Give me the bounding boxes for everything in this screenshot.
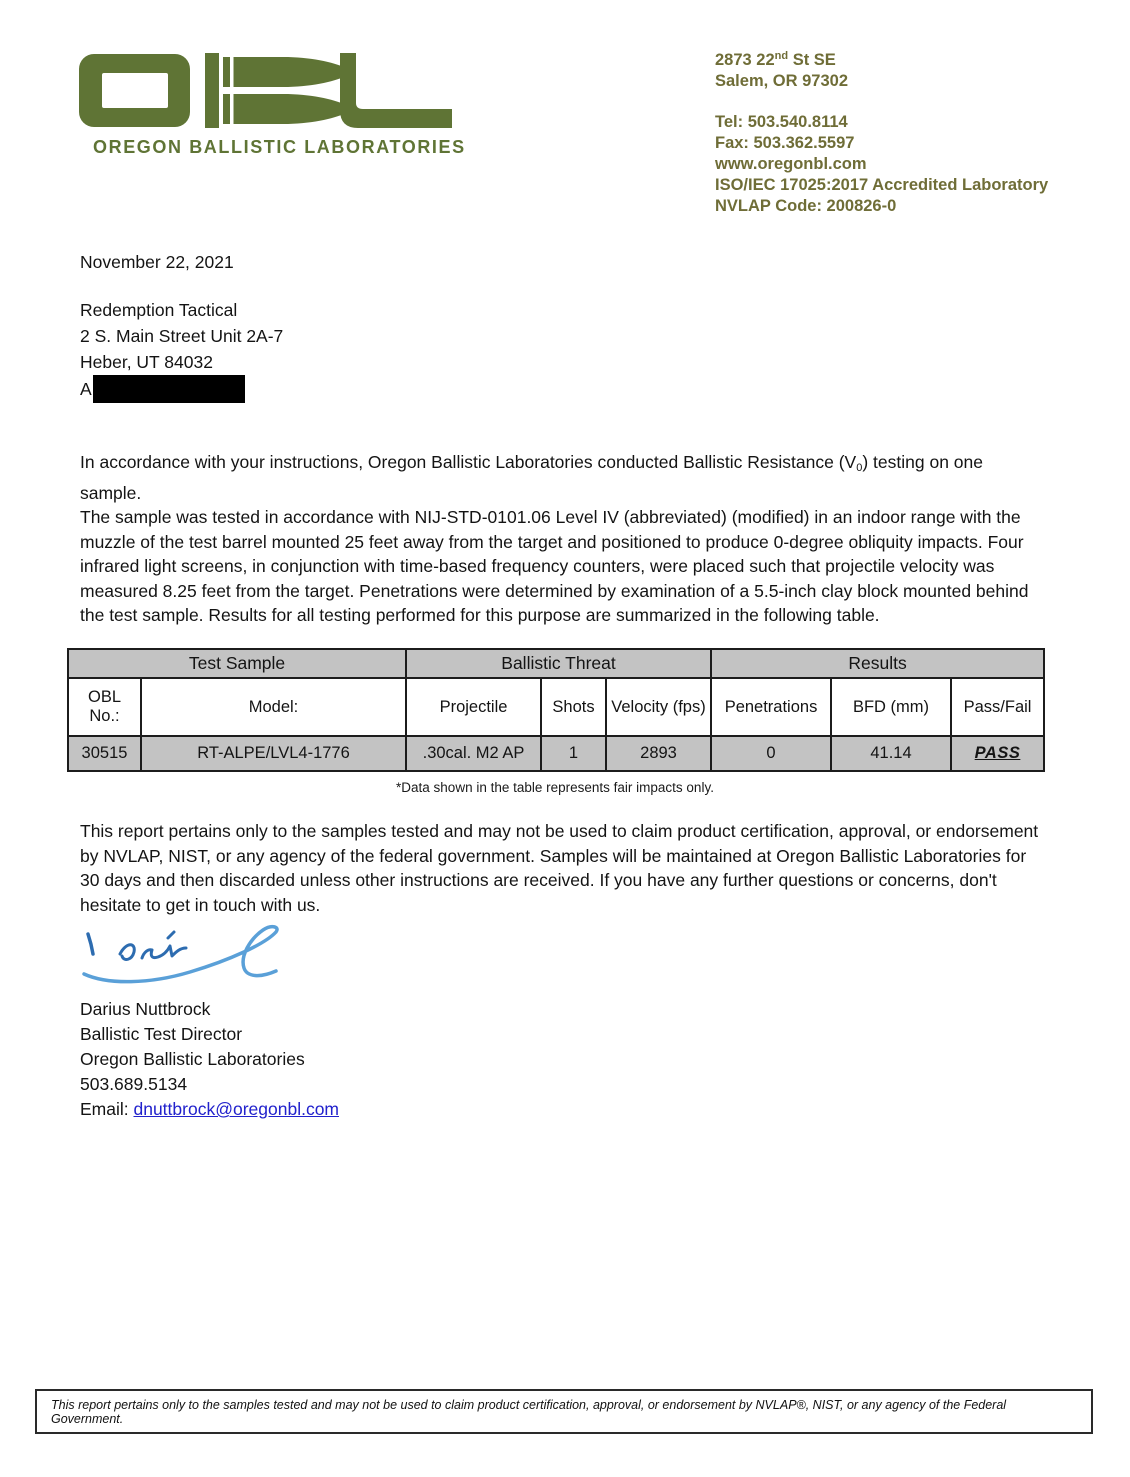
- col-bfd: BFD (mm): [831, 678, 951, 736]
- cell-model: RT-ALPE/LVL4-1776: [141, 736, 406, 771]
- table-footnote: *Data shown in the table represents fair impacts only.: [396, 780, 714, 795]
- recipient-attn-line: [80, 375, 283, 403]
- paragraph-intro: In accordance with your instructions, Oregon Ballistic Laboratories conducted Ballistic Resistance $(V_0)$ testing on one sample.: [80, 452, 983, 503]
- col-shots: Shots: [541, 678, 606, 736]
- lab-contact-block: [715, 46, 1048, 217]
- attn-prefix: A: [80, 379, 92, 399]
- signer-company: Oregon Ballistic Laboratories: [80, 1049, 305, 1069]
- cell-bfd: 41.14: [831, 736, 951, 771]
- col-obl-no: OBL No.:: [68, 678, 141, 736]
- group-header-ballistic-threat: Ballistic Threat: [406, 649, 711, 678]
- col-model: Model:: [141, 678, 406, 736]
- recipient-block: [80, 297, 283, 403]
- lab-address-line2: Salem, OR 97302: [715, 72, 848, 90]
- cell-shots: 1: [541, 736, 606, 771]
- lab-website: www.oregonbl.com: [715, 155, 867, 173]
- logo-tagline: OREGON BALLISTIC LABORATORIES: [93, 137, 466, 157]
- lab-fax: Fax: 503.362.5597: [715, 134, 855, 152]
- paragraph-disclaimer: This report pertains only to the samples tested and may not be used to claim product certification, approval, or endorsement by NVLAP, NIST, or any agency of the federal government. Samples will be maintained at Oregon Ballistic Laboratories for 30 days and then discarded unless other instructions are received. If you have any further questions or concerns, don't hesitate to get in touch with us.: [80, 821, 1039, 915]
- lab-iso-accreditation: ISO/IEC 17025:2017 Accredited Laboratory: [715, 176, 1049, 194]
- table-group-header-row: [68, 649, 1044, 678]
- col-penetrations: Penetrations: [711, 678, 831, 736]
- cell-obl-no: 30515: [68, 736, 141, 771]
- address-superscript: nd: [774, 50, 789, 62]
- col-velocity: Velocity (fps): [606, 678, 711, 736]
- signature-block: [80, 997, 339, 1122]
- recipient-city: Heber, UT 84032: [80, 352, 213, 372]
- group-header-test-sample: Test Sample: [68, 649, 406, 678]
- cell-penetrations: 0: [711, 736, 831, 771]
- signer-phone: 503.689.5134: [80, 1074, 188, 1094]
- table-column-header-row: [68, 678, 1044, 736]
- group-header-results: Results: [711, 649, 1044, 678]
- obl-logo: [78, 53, 466, 158]
- recipient-name: Redemption Tactical: [80, 300, 238, 320]
- body-paragraphs: [80, 450, 1042, 628]
- table-row: [68, 736, 1044, 771]
- lab-address-line1: 2873 22nd St SE: [715, 50, 836, 69]
- obl-logo-icon: [78, 53, 453, 128]
- cell-projectile: .30cal. M2 AP: [406, 736, 541, 771]
- results-table-wrap: [67, 648, 1043, 772]
- results-table: [67, 648, 1045, 772]
- lab-tel: Tel: 503.540.8114: [715, 113, 848, 131]
- email-link[interactable]: dnuttbrock@oregonbl.com: [133, 1099, 339, 1119]
- v0-subscript: 0: [856, 462, 863, 474]
- footer-disclaimer-box: [35, 1389, 1093, 1434]
- cell-velocity: 2893: [606, 736, 711, 771]
- signature-icon: [80, 922, 330, 994]
- paragraph-method: The sample was tested in accordance with NIJ-STD-0101.06 Level IV (abbreviated) (modified) in an indoor range with the muzzle of the test barrel mounted 25 feet away from the target and positioned to produce 0-degree obliquity impacts. Four infrared light screens, in conjunction with time-based frequency counters, were placed such that projectile velocity was measured 8.25 feet from the target. Penetrations were determined by examination of a 5.5-inch clay block mounted behind the test sample. Results for all testing performed for this purpose are summarized in the following table.: [80, 507, 1029, 625]
- pass-badge: PASS: [974, 744, 1021, 762]
- col-pass-fail: Pass/Fail: [951, 678, 1044, 736]
- letter-date: November 22, 2021: [80, 252, 234, 272]
- footer-disclaimer-text: This report pertains only to the samples tested and may not be used to claim product certification, approval, or endorsement by NVLAP®, NIST, or any agency of the Federal Government.: [51, 1397, 1007, 1426]
- lab-nvlap-code: NVLAP Code: 200826-0: [715, 197, 897, 215]
- signer-email-line: [80, 1097, 339, 1122]
- signer-title: Ballistic Test Director: [80, 1024, 243, 1044]
- spacer: [715, 92, 1048, 112]
- recipient-street: 2 S. Main Street Unit 2A-7: [80, 326, 284, 346]
- signer-name: Darius Nuttbrock: [80, 999, 211, 1019]
- col-projectile: Projectile: [406, 678, 541, 736]
- redaction-bar: [93, 375, 245, 403]
- email-label: Email:: [80, 1099, 134, 1119]
- cell-pass-fail: [951, 736, 1044, 771]
